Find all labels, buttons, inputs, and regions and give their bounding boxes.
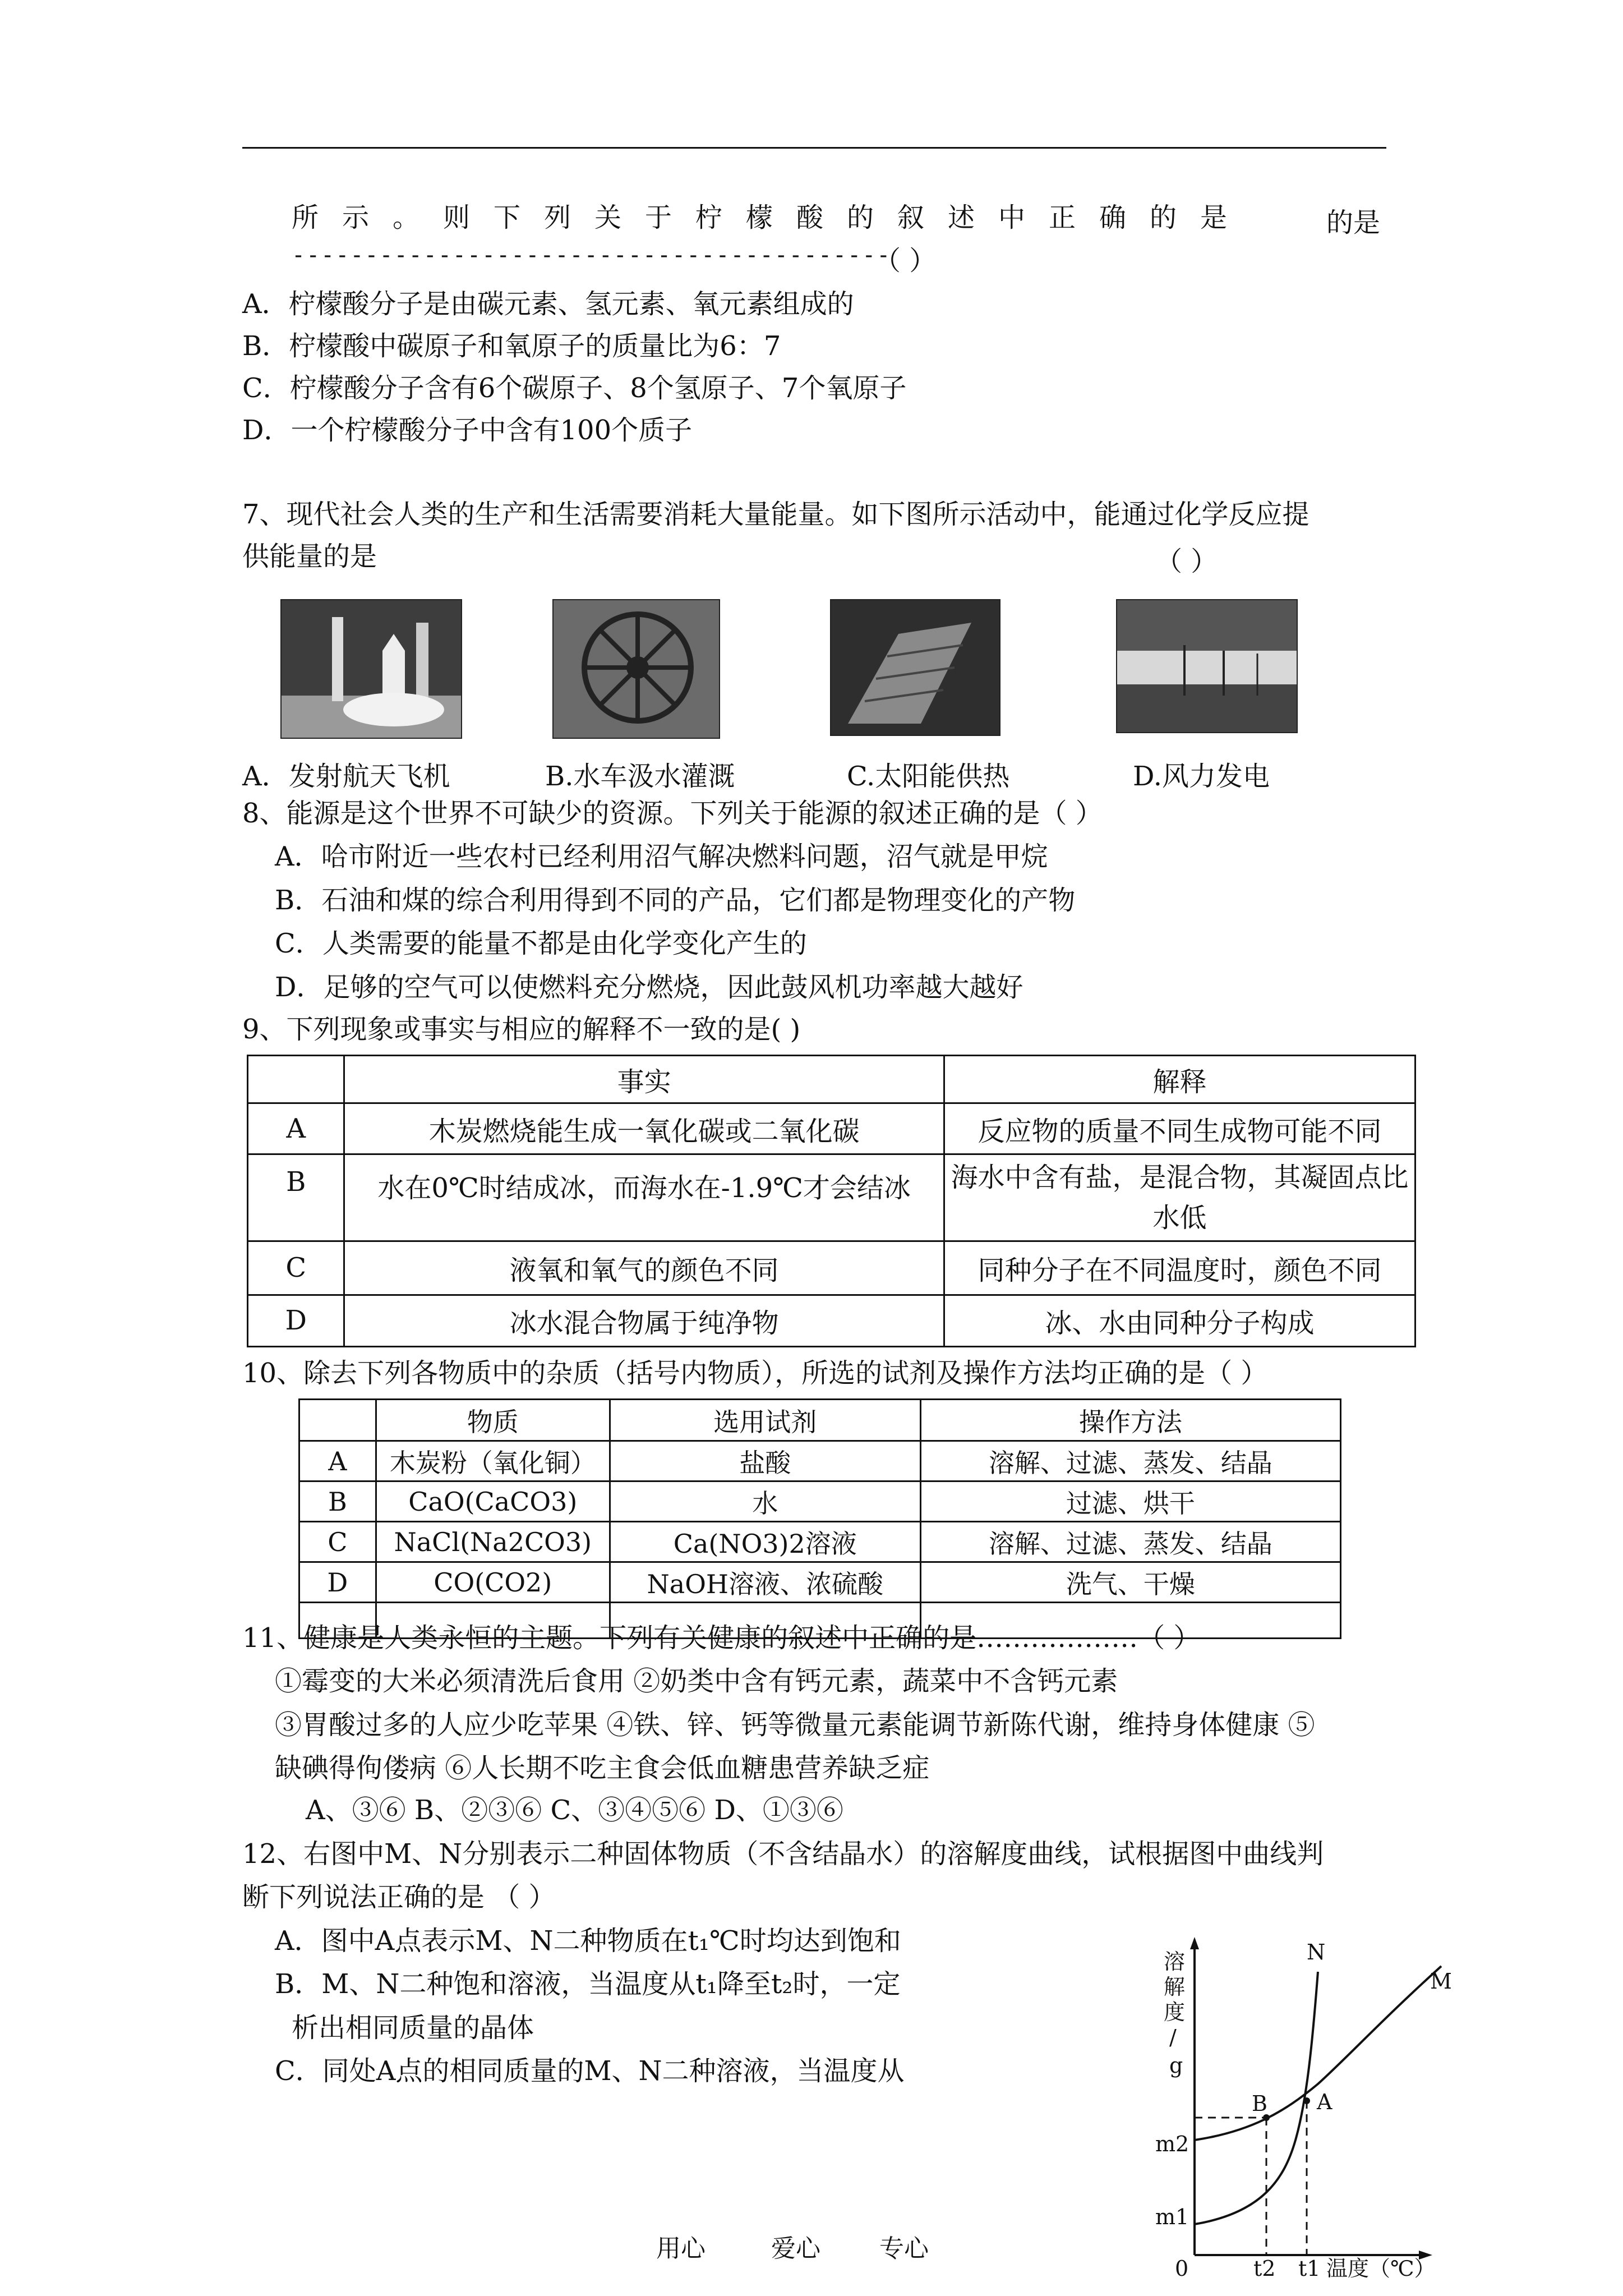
q8-stem: 8、能源是这个世界不可缺少的资源。下列关于能源的叙述正确的是（ ） — [242, 798, 1103, 829]
q12-option-b-line1: B．M、N二种饱和溶液，当温度从t₁降至t₂时，一定 — [275, 1968, 901, 2000]
graph-m2-label: m2 — [1155, 2132, 1189, 2156]
q9-table — [247, 1055, 1416, 1347]
footer-text-3: 专心 — [879, 2234, 929, 2263]
point-a-marker — [1303, 2097, 1310, 2104]
q9-row-d-label: D — [248, 1295, 344, 1346]
solubility-curve-graph — [1138, 1932, 1475, 2280]
q9-table-header — [248, 1056, 1415, 1103]
graph-point-a-label: A — [1317, 2090, 1332, 2114]
table-row — [248, 1103, 1415, 1154]
q10-row-a-reagent: 盐酸 — [610, 1441, 920, 1481]
q11-choices: A、③⑥ B、②③⑥ C、③④⑤⑥ D、①③⑥ — [306, 1795, 843, 1826]
q10-row-d-reagent: NaOH溶液、浓硫酸 — [610, 1562, 920, 1603]
rocket-launch-image — [280, 599, 462, 739]
q10-row-c-label: C — [299, 1522, 376, 1562]
q6-intro: 所示。则下列关于柠檬酸的叙述中正确的是 — [292, 202, 1251, 233]
q10-row-b-label: B — [299, 1481, 376, 1522]
q9-row-b-fact: 水在0℃时结成冰，而海水在-1.9℃才会结冰 — [344, 1154, 944, 1241]
q8-option-a: A．哈市附近一些农村已经利用沼气解决燃料问题，沼气就是甲烷 — [275, 841, 1048, 872]
wind-power-image — [1116, 599, 1298, 733]
q9-row-a-explain: 反应物的质量不同生成物可能不同 — [944, 1103, 1415, 1154]
q6-answer-paren: 的是 — [1326, 207, 1381, 238]
q9-row-a-label: A — [248, 1103, 344, 1154]
q10-row-c-reagent: Ca(NO3)2溶液 — [610, 1522, 920, 1562]
table-row — [299, 1522, 1341, 1562]
table-row — [299, 1441, 1341, 1481]
q9-row-b-label: B — [248, 1154, 344, 1241]
q8-option-b: B．石油和煤的综合利用得到不同的产品，它们都是物理变化的产物 — [275, 885, 1076, 916]
q10-row-b-substance: CaO(CaCO3) — [376, 1481, 610, 1522]
graph-m1-label: m1 — [1155, 2205, 1189, 2229]
q10-header-reagent: 选用试剂 — [610, 1400, 920, 1441]
graph-ylabel-1: 解 — [1164, 1975, 1186, 1999]
q12-stem-line2: 断下列说法正确的是 （ ） — [242, 1881, 556, 1913]
graph-curve-n-label: N — [1307, 1940, 1326, 1964]
q9-row-c-label: C — [248, 1241, 344, 1295]
graph-t1-label: t1 — [1298, 2256, 1321, 2280]
q9-row-c-fact: 液氧和氧气的颜色不同 — [344, 1241, 944, 1295]
table-row — [299, 1481, 1341, 1522]
q6-paren: （ ） — [874, 245, 937, 277]
q10-row-d-substance: CO(CO2) — [376, 1562, 610, 1603]
q9-header-blank — [248, 1056, 344, 1103]
footer-text-2: 爱心 — [771, 2234, 820, 2263]
q6-dashes: ----------------------------------------- — [292, 242, 892, 268]
q9-row-b-explain: 海水中含有盐，是混合物，其凝固点比水低 — [944, 1154, 1415, 1241]
graph-point-b-label: B — [1252, 2091, 1267, 2116]
waterwheel-image — [552, 599, 720, 739]
q10-row-c-method: 溶解、过滤、蒸发、结晶 — [920, 1522, 1340, 1562]
q10-table — [298, 1398, 1341, 1639]
q10-header-blank — [299, 1400, 376, 1441]
graph-origin-label: 0 — [1175, 2256, 1189, 2280]
table-row — [248, 1241, 1415, 1295]
q12-option-a: A．图中A点表示M、N二种物质在t₁℃时均达到饱和 — [275, 1925, 901, 1957]
q9-row-a-fact: 木炭燃烧能生成一氧化碳或二氧化碳 — [344, 1103, 944, 1154]
graph-xlabel: 温度（℃） — [1326, 2256, 1436, 2280]
graph-ylabel-0: 溶 — [1164, 1949, 1186, 1974]
q10-header-substance: 物质 — [376, 1400, 610, 1441]
q9-row-d-explain: 冰、水由同种分子构成 — [944, 1295, 1415, 1346]
q10-table-header — [299, 1400, 1341, 1441]
q8-option-d: D．足够的空气可以使燃料充分燃烧，因此鼓风机功率越大越好 — [275, 972, 1023, 1003]
q10-row-d-label: D — [299, 1562, 376, 1603]
graph-curve-m-label: M — [1430, 1969, 1452, 1994]
graph-t2-label: t2 — [1253, 2256, 1276, 2280]
q10-row-b-method: 过滤、烘干 — [920, 1481, 1340, 1522]
q12-option-b-line2: 析出相同质量的晶体 — [292, 2012, 534, 2044]
table-row — [299, 1562, 1341, 1603]
solar-heating-image — [830, 599, 1000, 736]
q7-caption-d: D.风力发电 — [1133, 761, 1270, 792]
q10-row-b-reagent: 水 — [610, 1481, 920, 1522]
q8-option-c: C．人类需要的能量不都是由化学变化产生的 — [275, 928, 807, 959]
q7-stem-line1: 7、现代社会人类的生产和生活需要消耗大量能量。如下图所示活动中，能通过化学反应提 — [242, 499, 1310, 530]
q9-stem: 9、下列现象或事实与相应的解释不一致的是( ) — [242, 1014, 801, 1045]
q11-stem: 11、健康是人类永恒的主题。下列有关健康的叙述中正确的是………………（ ） — [242, 1622, 1201, 1654]
q12-stem-line1: 12、右图中M、N分别表示二种固体物质（不含结晶水）的溶解度曲线，试根据图中曲线判 — [242, 1838, 1324, 1870]
q9-row-d-fact: 冰水混合物属于纯净物 — [344, 1295, 944, 1346]
graph-ylabel-3: / — [1169, 2025, 1177, 2050]
table-row — [248, 1295, 1415, 1346]
q7-caption-b: B.水车汲水灌溉 — [545, 761, 735, 792]
q6-option-a: A．柠檬酸分子是由碳元素、氢元素、氧元素组成的 — [242, 288, 854, 320]
header-rule — [242, 147, 1386, 149]
q7-caption-c: C.太阳能供热 — [847, 761, 1010, 792]
q6-option-d: D．一个柠檬酸分子中含有100个质子 — [242, 415, 693, 446]
q11-line3: 缺碘得佝偻病 ⑥人长期不吃主食会低血糖患营养缺乏症 — [275, 1752, 930, 1784]
q11-line2: ③胃酸过多的人应少吃苹果 ④铁、锌、钙等微量元素能调节新陈代谢，维持身体健康 ⑤ — [275, 1709, 1315, 1741]
q7-paren: （ ） — [1155, 546, 1218, 577]
footer-text-1: 用心 — [656, 2234, 706, 2263]
q11-line1: ①霉变的大米必须清洗后食用 ②奶类中含有钙元素，蔬菜中不含钙元素 — [275, 1665, 1118, 1697]
q6-option-c: C．柠檬酸分子含有6个碳原子、8个氢原子、7个氧原子 — [242, 372, 907, 404]
q10-row-d-method: 洗气、干燥 — [920, 1562, 1340, 1603]
q10-row-c-substance: NaCl(Na2CO3) — [376, 1522, 610, 1562]
q9-row-c-explain: 同种分子在不同温度时，颜色不同 — [944, 1241, 1415, 1295]
q6-option-b: B．柠檬酸中碳原子和氧原子的质量比为6：7 — [242, 330, 781, 362]
q12-option-c: C．同处A点的相同质量的M、N二种溶液，当温度从 — [275, 2055, 905, 2087]
table-row — [248, 1154, 1415, 1241]
q9-header-explain: 解释 — [944, 1056, 1415, 1103]
q7-caption-a: A．发射航天飞机 — [242, 761, 450, 792]
q10-stem: 10、除去下列各物质中的杂质（括号内物质），所选的试剂及操作方法均正确的是（ ） — [242, 1358, 1268, 1389]
graph-ylabel-4: g — [1169, 2053, 1183, 2078]
graph-ylabel-2: 度 — [1164, 2000, 1186, 2024]
q10-header-method: 操作方法 — [920, 1400, 1340, 1441]
q10-row-a-method: 溶解、过滤、蒸发、结晶 — [920, 1441, 1340, 1481]
q9-header-fact: 事实 — [344, 1056, 944, 1103]
q7-stem-line2: 供能量的是 — [242, 541, 377, 572]
q10-row-a-label: A — [299, 1441, 376, 1481]
q10-row-a-substance: 木炭粉（氧化铜） — [376, 1441, 610, 1481]
